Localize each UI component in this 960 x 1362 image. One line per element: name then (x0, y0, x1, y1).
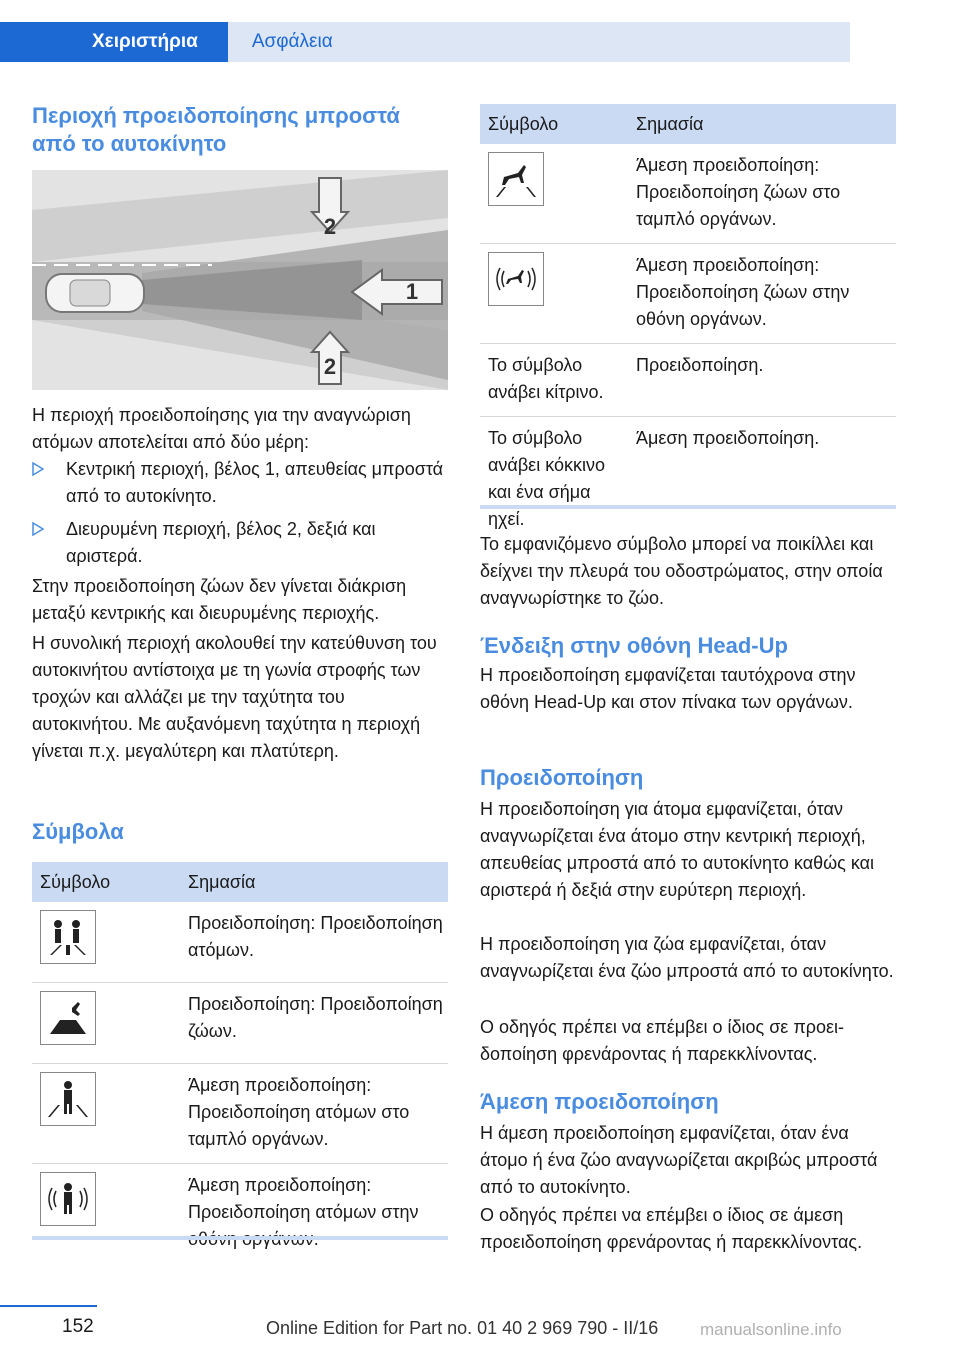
warning-para-persons: Η προειδοποίηση για άτομα εμφανίζεται, όταν αναγνωρίζεται ένα άτομο στην κεντρική περιοχή, απευθείας μπροστά από το αυτοκίνητο καθώς και αριστερά ή δεξιά στην ευρύτερη περιοχή. (480, 799, 875, 900)
warning-area-diagram (32, 170, 448, 390)
svg-text:2: 2 (323, 354, 337, 379)
page-number: 152 (62, 1316, 94, 1337)
table-end-bar (480, 505, 896, 509)
table-row (32, 983, 448, 1064)
warning-para-animals: Η προειδοποίηση για ζώα εμφανίζεται, όταν αναγνωρίζεται ένα ζώο μπροστά από το αυτοκίνητο. (480, 934, 894, 981)
meaning-cell: Προειδοποίηση: Προειδοποίηση ατόμων. (180, 902, 448, 983)
meaning-cell: Άμεση προειδοποίηση: Προειδοποίηση ζώων στην οθόνη οργάνων. (628, 244, 896, 344)
header-tabs (0, 22, 850, 62)
animal-acute-display-icon (488, 252, 544, 306)
hud-text: Η προειδοποίηση εμφανίζεται ταυτόχρονα στην οθόνη Head-Up και στον πίνακα των οργάνων. (480, 665, 856, 712)
person-acute-warning-icon (40, 1072, 96, 1126)
edition-footer: Online Edition for Part no. 01 40 2 969 790 - II/16 (266, 1318, 659, 1338)
acute-para-2: Ο οδηγός πρέπει να επέμβει ο ίδιος σε άμεση προειδοποίηση φρενάροντας ή παρεκκλίνοντας. (480, 1205, 863, 1252)
svg-text:2: 2 (323, 214, 337, 239)
symbols-table-left (32, 862, 448, 1263)
symbols-title: Σύμβολα (32, 819, 124, 844)
tab-safety[interactable]: Ασφάλεια (228, 22, 850, 62)
symbol-cell: Το σύμβολο ανάβει κόκκινο και ένα σήμα ηχεί. (488, 428, 605, 529)
para-animal-distinction: Στην προειδοποίηση ζώων δεν γίνεται διάκριση μεταξύ κεντρικής και διευρυμένης περιοχής. (32, 576, 407, 623)
bullet-central-area: Κεντρική περιοχή, βέλος 1, απευθείας μπροστά από το αυτοκίνητο. (32, 456, 448, 510)
table-row (480, 344, 896, 417)
triangle-bullet-icon (32, 522, 44, 536)
para-overall-area: Η συνολική περιοχή ακολουθεί την κατεύθυνση του αυτοκινήτου αντίστοιχα με τη γωνία στροφής των τροχών και αλλάζει με την ταχύτητα του αυτοκινήτου. Με αυξανόμενη ταχύτητα η περιοχή γίνεται π.χ. μεγαλύτερη και πλατύτερη. (32, 633, 437, 761)
table-row (480, 417, 896, 544)
col-symbol-header: Σύμβολο (32, 862, 180, 902)
symbols-table-right (480, 104, 896, 543)
tab-controls[interactable]: Χειριστήρια (0, 22, 228, 62)
meaning-cell: Άμεση προειδοποίηση. (636, 428, 820, 448)
section-title: Περιοχή προειδοποίησης μπροστά από το αυτοκίνητο (32, 103, 400, 156)
table-row (32, 1164, 448, 1264)
table-row (32, 902, 448, 983)
meaning-cell: Προειδοποίηση: Προειδοποίηση ζώων. (180, 983, 448, 1064)
table-row (32, 1064, 448, 1164)
person-acute-display-icon (40, 1172, 96, 1226)
acute-warning-title: Άμεση προειδοποίηση (480, 1089, 719, 1114)
intro-text: Η περιοχή προειδοποίησης για την αναγνώριση ατόμων αποτελείται από δύο μέρη: (32, 405, 411, 452)
col-meaning-header: Σημασία (180, 862, 448, 902)
meaning-cell: Άμεση προειδοποίηση: Προειδοποίηση ατόμων στην (188, 1175, 419, 1222)
para-side-display: Το εμφανιζόμενο σύμβολο μπορεί να ποικίλλει και δείχνει την πλευρά του οδοστρώματος, στην οποία αναγνωρίστηκε το ζώο. (480, 534, 883, 608)
hud-title: Ένδειξη στην οθόνη Head-Up (480, 633, 788, 658)
acute-para-1: Η άμεση προειδοποίηση εμφανίζεται, όταν ένα άτομο ή ένα ζώο αναγνωρίζεται ακριβώς μπροστά από το αυτοκίνητο. (480, 1123, 878, 1197)
warning-para-driver: Ο οδηγός πρέπει να επέμβει ο ίδιος σε προειδοποίηση φρενάροντας ή παρεκκλίνοντας. (480, 1017, 845, 1064)
table-row (480, 244, 896, 344)
bullet-extended-area: Διευρυμένη περιοχή, βέλος 2, δεξιά και αριστερά. (32, 516, 448, 570)
triangle-bullet-icon (32, 462, 44, 476)
meaning-cell: Άμεση προειδοποίηση: Προειδοποίηση ζώων στο ταμπλό οργάνων. (628, 144, 896, 244)
svg-text:1: 1 (405, 279, 419, 304)
warning-title: Προειδοποίηση (480, 765, 644, 790)
meaning-cell: Άμεση προειδοποίηση: Προειδοποίηση ατόμων στο ταμπλό οργάνων. (180, 1064, 448, 1164)
persons-warning-icon (40, 910, 96, 964)
symbol-cell: Το σύμβολο ανάβει κίτρινο. (480, 344, 628, 417)
col-meaning-header: Σημασία (628, 104, 896, 144)
watermark: manualsonline.info (700, 1320, 842, 1339)
page-number-rule (0, 1305, 97, 1307)
col-symbol-header: Σύμβολο (480, 104, 628, 144)
table-end-bar (32, 1236, 448, 1240)
animal-warning-icon (40, 991, 96, 1045)
table-row (480, 144, 896, 244)
animal-acute-warning-icon (488, 152, 544, 206)
meaning-cell: Προειδοποίηση. (628, 344, 896, 417)
